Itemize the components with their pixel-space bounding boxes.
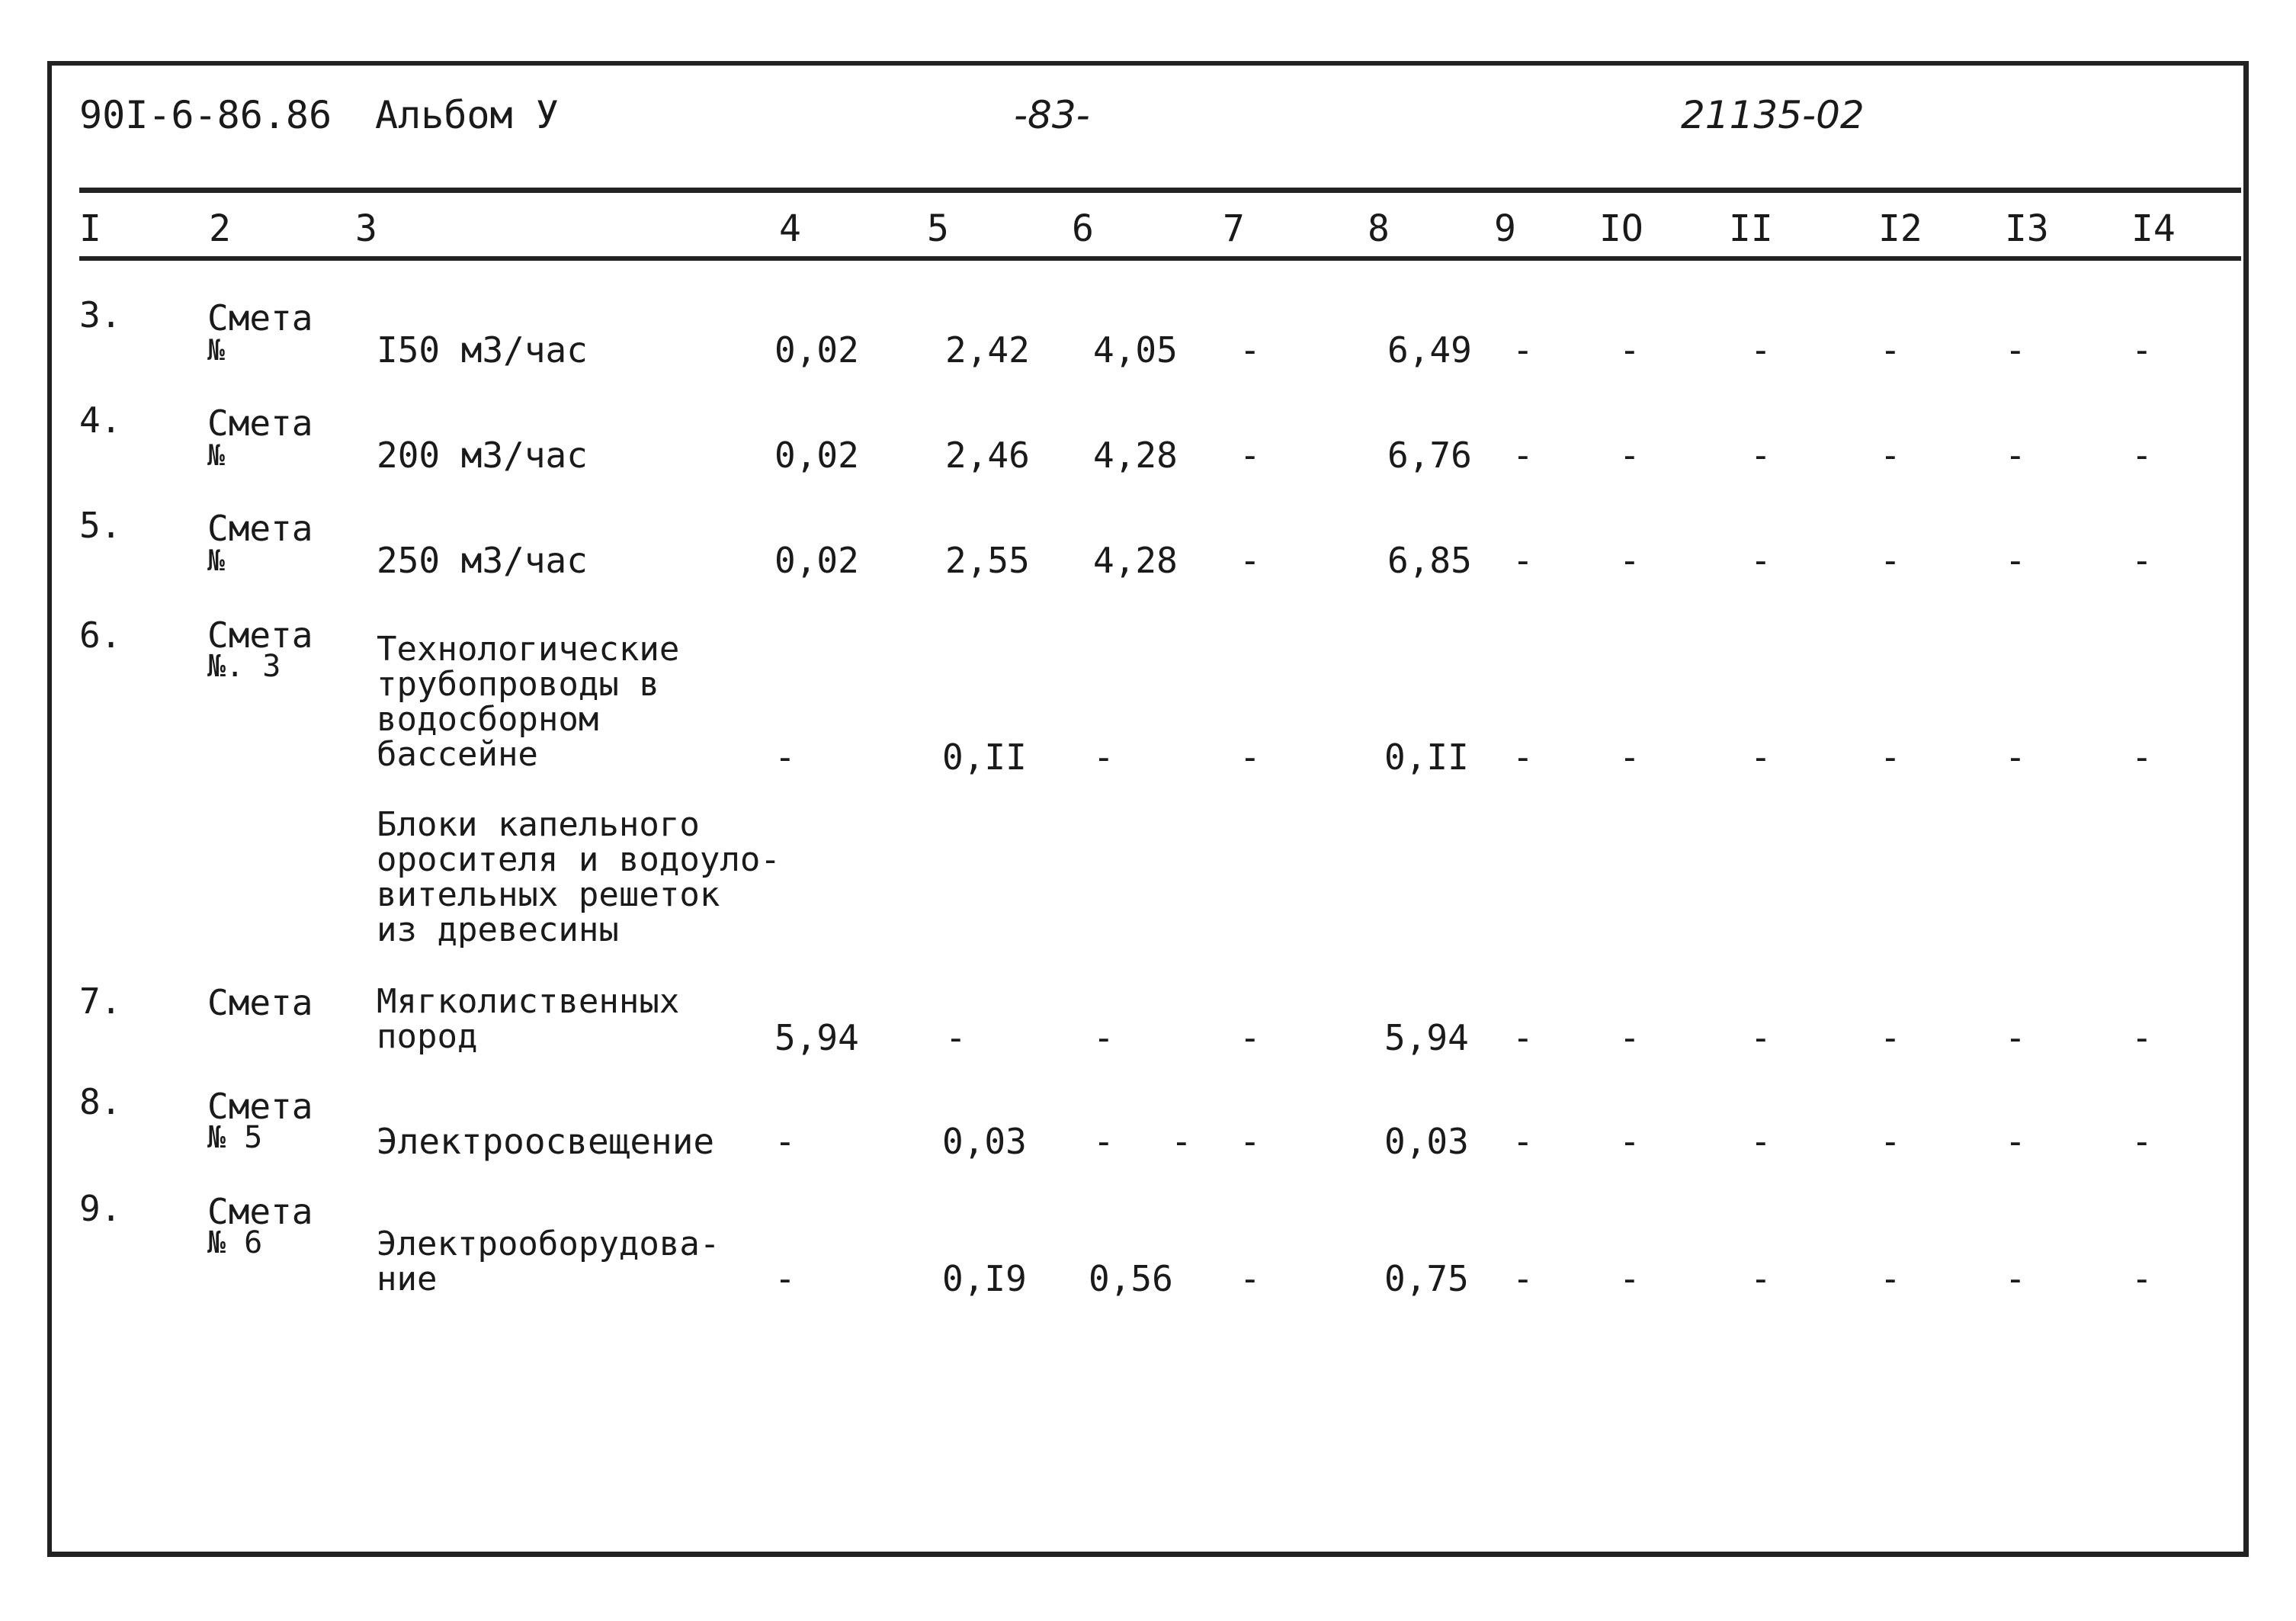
row-description-line: ние (377, 1260, 438, 1298)
cell-col6: 4,28 (1093, 540, 1178, 581)
section-note-line: из древесины (377, 910, 619, 949)
cell-col12: - (1880, 540, 1901, 581)
cell-col11: - (1750, 435, 1772, 476)
cell-col7: - (1239, 737, 1261, 778)
row-description: I50 м3/час (377, 329, 588, 371)
cell-col10: - (1619, 540, 1640, 581)
cell-col10: - (1619, 1017, 1640, 1058)
section-note-line: оросителя и водоуло- (377, 840, 781, 879)
cell-col9: - (1512, 737, 1534, 778)
cell-col9: - (1512, 435, 1534, 476)
cell-col4: 0,02 (774, 329, 859, 371)
col-header-1: I (79, 207, 101, 250)
cell-col13: - (2005, 1121, 2026, 1162)
cell-col4: 5,94 (774, 1017, 859, 1058)
cell-col10: - (1619, 737, 1640, 778)
column-header-rule (79, 256, 2241, 261)
cell-col4: - (774, 737, 796, 778)
col-header-8: 8 (1368, 207, 1390, 250)
cell-col14: - (2131, 1258, 2153, 1299)
cell-col6-extra: - (1171, 1121, 1192, 1162)
cell-col11: - (1750, 1121, 1772, 1162)
row-number: 7. (79, 981, 122, 1022)
cell-col10: - (1619, 329, 1640, 371)
col-header-6: 6 (1072, 207, 1094, 250)
cell-col12: - (1880, 435, 1901, 476)
cell-col5: 2,46 (945, 435, 1030, 476)
cell-col11: - (1750, 540, 1772, 581)
estimate-type: Смета (207, 297, 313, 339)
cell-col7: - (1239, 435, 1261, 476)
row-number: 8. (79, 1081, 122, 1122)
cell-col14: - (2131, 1017, 2153, 1058)
col-header-12: I2 (1878, 207, 1922, 250)
cell-col6: 4,05 (1093, 329, 1178, 371)
cell-col11: - (1750, 737, 1772, 778)
estimate-type: Смета (207, 508, 313, 549)
col-header-9: 9 (1494, 207, 1516, 250)
row-description: 200 м3/час (377, 435, 588, 476)
estimate-type: Смета (207, 1191, 313, 1232)
col-header-2: 2 (209, 207, 231, 250)
cell-col13: - (2005, 1258, 2026, 1299)
cell-col9: - (1512, 1017, 1534, 1058)
estimate-number: №. 3 (207, 649, 281, 684)
cell-col11: - (1750, 1017, 1772, 1058)
cell-col12: - (1880, 329, 1901, 371)
row-description-line: пород (377, 1017, 478, 1056)
cell-col6: 0,56 (1089, 1258, 1173, 1299)
cell-col8: 0,II (1384, 737, 1469, 778)
cell-col6: - (1093, 737, 1114, 778)
col-header-3: 3 (355, 207, 377, 250)
cell-col4: 0,02 (774, 540, 859, 581)
row-number: 4. (79, 400, 122, 441)
cell-col6: - (1093, 1121, 1114, 1162)
cell-col12: - (1880, 1121, 1901, 1162)
cell-col5: 0,03 (942, 1121, 1027, 1162)
cell-col6: 4,28 (1093, 435, 1178, 476)
page-number: -83- (1014, 93, 1090, 137)
cell-col7: - (1239, 1017, 1261, 1058)
cell-col7: - (1239, 1258, 1261, 1299)
cell-col11: - (1750, 329, 1772, 371)
row-description-line: Технологические (377, 630, 680, 669)
row-description-line: Электрооборудова- (377, 1225, 720, 1263)
estimate-type: Смета (207, 615, 313, 656)
estimate-number: № (207, 544, 225, 577)
row-description-line: водосборном (377, 700, 599, 739)
cell-col13: - (2005, 1017, 2026, 1058)
col-header-4: 4 (779, 207, 801, 250)
row-number: 9. (79, 1188, 122, 1229)
estimate-number: № 5 (207, 1120, 263, 1155)
cell-col13: - (2005, 329, 2026, 371)
cell-col8: 0,75 (1384, 1258, 1469, 1299)
cell-col14: - (2131, 329, 2153, 371)
cell-col12: - (1880, 1017, 1901, 1058)
cell-col4: - (774, 1258, 796, 1299)
section-note-line: вительных решеток (377, 875, 720, 914)
section-note-line: Блоки капельного (377, 805, 700, 844)
cell-col9: - (1512, 540, 1534, 581)
cell-col14: - (2131, 737, 2153, 778)
cell-col13: - (2005, 435, 2026, 476)
cell-col6: - (1093, 1017, 1114, 1058)
cell-col8: 6,76 (1387, 435, 1472, 476)
cell-col7: - (1239, 540, 1261, 581)
cell-col7: - (1239, 329, 1261, 371)
estimate-number: № (207, 438, 225, 472)
row-number: 5. (79, 505, 122, 546)
estimate-type: Смета (207, 1086, 313, 1127)
cell-col5: 0,I9 (942, 1258, 1027, 1299)
document-number: 21135-02 (1681, 93, 1865, 137)
cell-col13: - (2005, 540, 2026, 581)
cell-col5: 2,55 (945, 540, 1030, 581)
col-header-14: I4 (2131, 207, 2176, 250)
col-header-7: 7 (1223, 207, 1245, 250)
col-header-13: I3 (2005, 207, 2049, 250)
col-header-5: 5 (927, 207, 949, 250)
header-rule (79, 188, 2241, 193)
cell-col10: - (1619, 435, 1640, 476)
cell-col14: - (2131, 540, 2153, 581)
estimate-number: № (207, 333, 225, 367)
cell-col7: - (1239, 1121, 1261, 1162)
cell-col10: - (1619, 1258, 1640, 1299)
cell-col4: - (774, 1121, 796, 1162)
cell-col8: 5,94 (1384, 1017, 1469, 1058)
row-description: Электроосвещение (377, 1121, 715, 1162)
cell-col5: - (945, 1017, 967, 1058)
cell-col4: 0,02 (774, 435, 859, 476)
cell-col14: - (2131, 1121, 2153, 1162)
cell-col11: - (1750, 1258, 1772, 1299)
row-description-line: бассейне (377, 735, 538, 774)
col-header-11: II (1729, 207, 1773, 250)
row-number: 3. (79, 294, 122, 335)
estimate-type: Смета (207, 403, 313, 444)
cell-col14: - (2131, 435, 2153, 476)
cell-col5: 0,II (942, 737, 1027, 778)
estimate-number: № 6 (207, 1225, 263, 1260)
cell-col10: - (1619, 1121, 1640, 1162)
col-header-10: IO (1599, 207, 1643, 250)
estimate-type: Смета (207, 982, 313, 1023)
row-number: 6. (79, 615, 122, 656)
cell-col5: 2,42 (945, 329, 1030, 371)
document-code: 90I-6-86.86 (79, 93, 332, 137)
row-description-line: трубопроводы в (377, 665, 659, 704)
row-description-line: Мягколиственных (377, 982, 680, 1021)
cell-col8: 6,85 (1387, 540, 1472, 581)
row-description: 250 м3/час (377, 540, 588, 581)
cell-col9: - (1512, 1121, 1534, 1162)
cell-col9: - (1512, 1258, 1534, 1299)
cell-col8: 6,49 (1387, 329, 1472, 371)
cell-col9: - (1512, 329, 1534, 371)
cell-col13: - (2005, 737, 2026, 778)
cell-col12: - (1880, 737, 1901, 778)
album-label: Альбом У (375, 93, 559, 137)
cell-col8: 0,03 (1384, 1121, 1469, 1162)
cell-col12: - (1880, 1258, 1901, 1299)
